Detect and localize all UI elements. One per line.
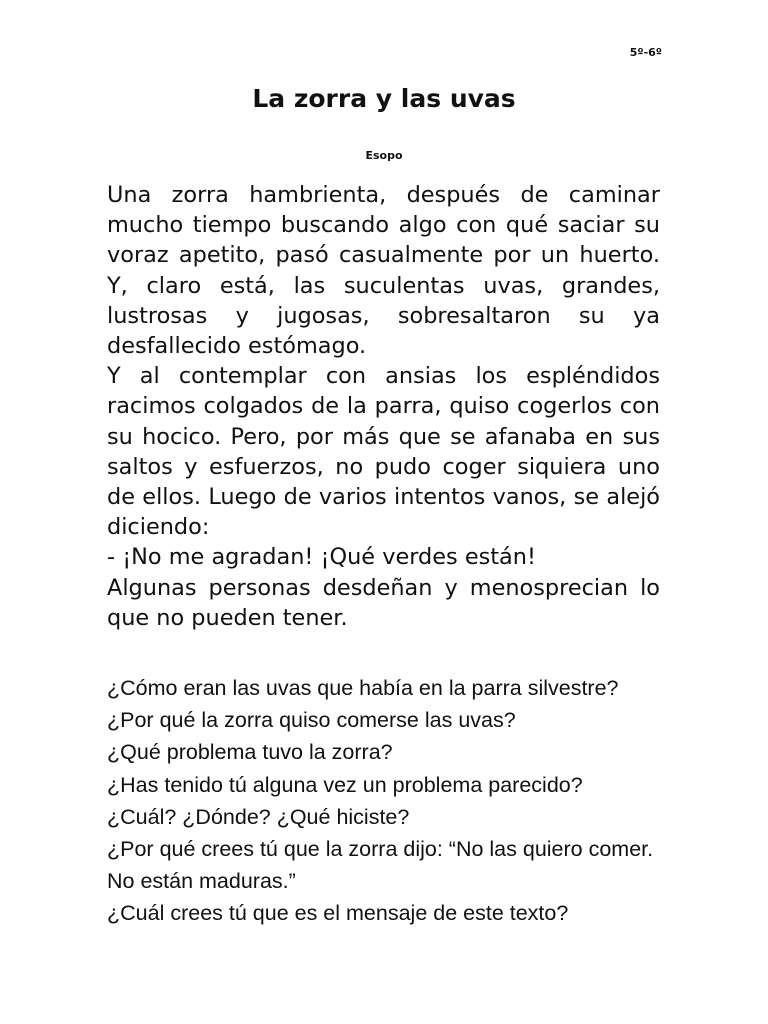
question-item: ¿Por qué crees tú que la zorra dijo: “No las quiero comer. No están maduras.” xyxy=(107,837,654,894)
story-paragraph-1: Una zorra hambrienta, después de caminar mucho tiempo buscando algo con qué saciar su voraz apetito, pasó casualmente por un huerto. Y, claro está, las suculentas uvas, grandes, lustrosas y jugosas, sobresaltaron su ya desfallecido estómago. xyxy=(107,182,660,360)
story-paragraph-2: Y al contemplar con ansias los espléndidos racimos colgados de la parra, quiso cogerlos con su hocico. Pero, por más que se afanaba en sus saltos y esfuerzos, no pudo coger siquiera uno de ellos. Luego de varios intentos vanos, se alejó diciendo: xyxy=(107,363,660,541)
page-title: La zorra y las uvas xyxy=(252,84,516,113)
question-item: ¿Cuál? ¿Dónde? ¿Qué hiciste? xyxy=(107,804,410,829)
story-moral: Algunas personas desdeñan y menosprecian lo que no pueden tener. xyxy=(107,574,660,631)
question-item: ¿Por qué la zorra quiso comerse las uvas? xyxy=(107,708,516,733)
grade-label: 5º-6º xyxy=(629,46,662,59)
story-dialogue: - ¡No me agradan! ¡Qué verdes están! xyxy=(107,544,536,571)
question-item: ¿Cómo eran las uvas que había en la parra silvestre? xyxy=(107,676,619,700)
question-item: ¿Cuál crees tú que es el mensaje de este texto? xyxy=(107,901,569,926)
author-name: Esopo xyxy=(365,149,403,162)
question-item: ¿Qué problema tuvo la zorra? xyxy=(107,740,393,765)
story-text xyxy=(107,180,660,633)
question-item: ¿Has tenido tú alguna vez un problema parecido? xyxy=(107,772,583,797)
questions-list xyxy=(107,672,667,930)
